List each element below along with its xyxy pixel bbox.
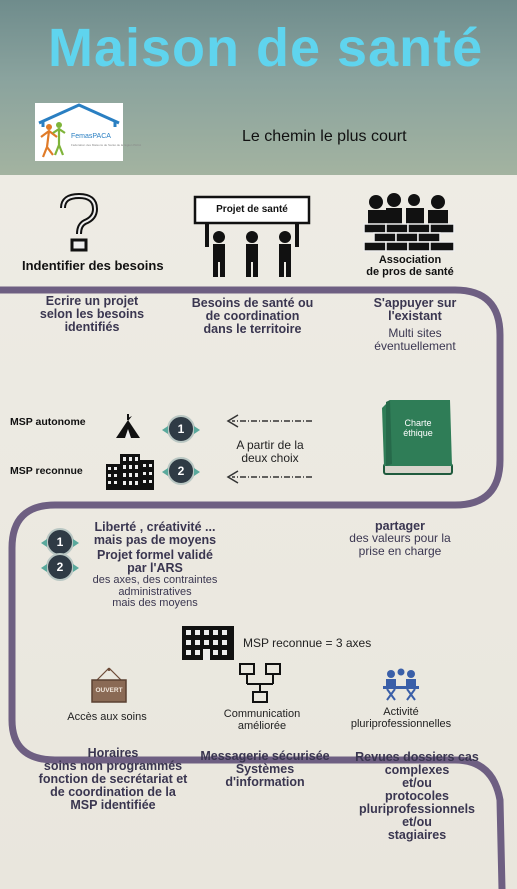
tent-icon bbox=[114, 414, 142, 440]
logo-tagline: Fédération des Maisons de Santé de la région PACA bbox=[71, 143, 142, 147]
step1-heading: Indentifier des besoins bbox=[22, 258, 164, 273]
professionals-wall-icon bbox=[364, 192, 456, 258]
building-icon bbox=[106, 452, 154, 490]
msp-autonome-label: MSP autonome bbox=[10, 416, 86, 428]
step2-col2: Besoins de santé ou de coordination dans le territoire bbox=[191, 296, 314, 336]
step2-col1: Ecrire un projet selon les besoins identifiés bbox=[39, 294, 145, 334]
multisite-note: Multi sites éventuellement bbox=[374, 326, 456, 353]
option2-title: Projet formel validé par l'ARS bbox=[96, 548, 213, 575]
share-desc: des valeurs pour la prise en charge bbox=[349, 531, 451, 558]
msp-reconnue-label: MSP reconnue bbox=[10, 465, 83, 477]
bottom-col3: Revues dossiers cas complexes et/ou protocoles pluriprofessionnels et/ou stagiaires bbox=[355, 750, 479, 842]
option1-text: Liberté , créativité ... mais pas de moyens bbox=[93, 520, 217, 547]
association-label: Association de pros de santé bbox=[366, 254, 454, 278]
option-badge-1: 1 bbox=[46, 528, 74, 556]
step2-col3: S'appuyer sur l'existant bbox=[373, 296, 457, 323]
share-title: partager bbox=[374, 519, 426, 533]
axis1-label: Accès aux soins bbox=[67, 711, 147, 723]
sign-text: Projet de santé bbox=[216, 204, 288, 215]
charter-book-icon bbox=[380, 398, 456, 478]
protest-sign-icon bbox=[193, 195, 311, 279]
question-mark-icon bbox=[55, 192, 103, 254]
open-sign-icon bbox=[91, 668, 127, 704]
femaspaca-logo bbox=[35, 103, 142, 161]
logo-house-icon bbox=[35, 103, 142, 161]
badge-2: 2 bbox=[167, 457, 195, 485]
bottom-col2: Messagerie sécurisée Systèmes d'information bbox=[200, 749, 330, 789]
bottom-col1: Horaires soins non programmés fonction de secrétariat et de coordination de la MSP identifiée bbox=[38, 746, 188, 812]
page-title: Maison de santé bbox=[48, 18, 484, 78]
option2-desc: des axes, des contraintes administratives mais des moyens bbox=[92, 574, 218, 609]
axis2-label: Communication améliorée bbox=[223, 708, 301, 732]
logo-name: FemasPACA bbox=[71, 133, 111, 140]
meeting-table-icon bbox=[381, 668, 421, 702]
axis3-label: Activité pluriprofessionnelles bbox=[350, 706, 452, 730]
option-badge-2: 2 bbox=[46, 553, 74, 581]
book-title: Charte éthique bbox=[403, 418, 433, 438]
network-computers-icon bbox=[238, 662, 282, 706]
badge-1: 1 bbox=[167, 415, 195, 443]
open-sign-text: OUVERT bbox=[95, 687, 123, 694]
axes-title: MSP reconnue = 3 axes bbox=[243, 636, 372, 650]
choice-note: A partir de la deux choix bbox=[236, 438, 304, 465]
page-subtitle: Le chemin le plus court bbox=[242, 128, 407, 145]
large-building-icon bbox=[182, 626, 234, 660]
